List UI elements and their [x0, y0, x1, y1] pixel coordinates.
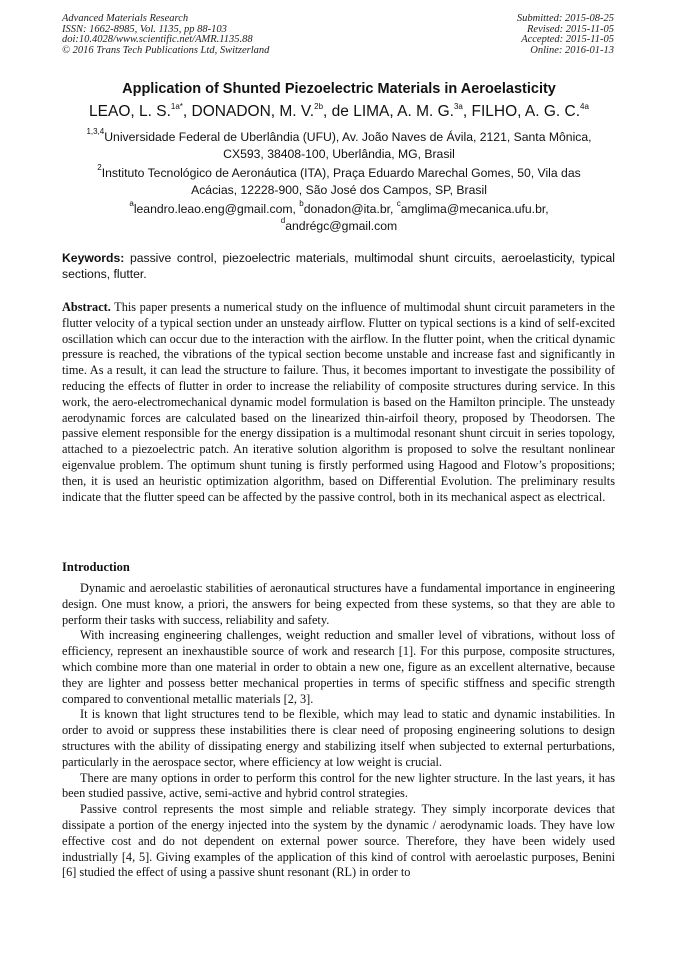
email-mark: d: [280, 215, 286, 225]
paragraph: There are many options in order to perform this control for the new lighter structure. In the last years, it has been studied passive, active, semi-active and hybrid control strategies.: [62, 770, 615, 801]
abstract-label: Abstract.: [62, 300, 111, 314]
author-separator: ,: [182, 103, 192, 120]
accepted-date: Accepted: 2015-11-05: [521, 34, 614, 46]
paragraph: Passive control represents the most simple and reliable strategy. They simply incorporate devices that dissipate a portion of the energy injected into the system by the dynamic / aerodynamic loads. They have low effective cost and do not dependent on external power source. Therefore, they have been widely used industrially [4, 5]. Giving examples of the application of this kind of control with aeroelastic purposes, Benini [6] studied the effect of using a passive shunt resonant (RL) in order to: [62, 802, 615, 880]
affiliation: [80, 165, 598, 198]
affiliation-text: Instituto Tecnológico de Aeronáutica (ITA), Praça Eduardo Marechal Gomes, 50, Vila das Acácias, 12228-900, São José dos Campos, SP, Brasil: [101, 166, 581, 197]
email-mark: b: [299, 199, 304, 208]
affiliation-mark: 1,3,4: [86, 127, 105, 136]
author-separator: ,: [323, 103, 332, 120]
email-address: andrégc@gmail.com: [285, 218, 398, 233]
introduction-body: [62, 581, 615, 881]
journal-info: [62, 14, 269, 56]
submitted-date: Submitted: 2015-08-25: [516, 13, 614, 24]
paragraph: It is known that light structures tend to be flexible, which may lead to static and dynamic instabilities. In order to avoid or suppress these instabilities there is clear need of proposing engineering solutions to design structures with the ability of dissipating energy and stabilizing itself when subjected to external perturbations, particularly in the aerospace sector, where efficiency at low weight is crucial.: [62, 707, 615, 769]
paper-title: Application of Shunted Piezoelectric Materials in Aeroelasticity: [122, 81, 556, 97]
author-name: DONADON, M. V.: [191, 103, 315, 120]
author-list: [0, 103, 678, 121]
abstract-text: This paper presents a numerical study on the influence of multimodal shunt circuit parameters in the flutter velocity of a typical section under an unsteady airflow. Flutter on typical sections is a kind of self-excited oscillation which can occur due to the interaction with the airflow. In the flutter point, when the critical dynamic pressure is reached, the vibrations of the typical section become unstable and increase fast and significantly in time. As a result, it can lead the structure to failure. Thus, it becomes important to investigate the possibility of reducing the effects of flutter in order to increase the reliability of composite structures during service. In this work, the aero-electromechanical dynamic model formulation is based on the Hamilton principle. The unsteady aerodynamic forces are calculated based on the linearized thin-airfoil theory, proposed by Theodorsen. The passive element responsible for the energy dissipation is a multimodal resonant shunt circuit in series topology, attached to a piezoelectric patch. An iterative solution algorithm is proposed to solve the resultant nonlinear eigenvalue problem. The optimum shunt tuning is firstly performed using Hagood and Flotow’s propositions; then, it is used an heuristic optimization algorithm, based on Differential Evolution. The preliminary results indicate that the flutter speed can be affected by the passive control, both in its mechanical aspect as electrical.: [62, 300, 615, 504]
email-address: amglima@mecanica.ufu.br,: [400, 202, 549, 216]
publication-dates: [517, 14, 614, 56]
affiliation-text: Universidade Federal de Uberlândia (UFU), Av. João Naves de Ávila, 2121, Santa Mônica, CX593, 38408-100, Uberlândia, MG, Brasil: [104, 130, 592, 161]
author-affil-mark: 4a: [580, 102, 589, 111]
author-name: FILHO, A. G. C.: [471, 103, 581, 120]
revised-date: Revised: 2015-11-05: [527, 23, 614, 35]
online-date: Online: 2016-01-13: [530, 44, 614, 56]
email-mark: c: [396, 199, 401, 208]
author-affil-mark: 2b: [314, 102, 324, 111]
author-separator: ,: [462, 103, 472, 120]
issn-line: ISSN: 1662-8985, Vol. 1135, pp 88-103: [62, 23, 227, 35]
author-affil-mark: 3a: [453, 102, 463, 111]
email-address: leandro.leao.eng@gmail.com,: [133, 202, 300, 216]
email-address: donadon@ita.br,: [303, 202, 397, 216]
affiliation: [80, 129, 598, 162]
abstract: [62, 300, 615, 505]
keywords: [62, 250, 615, 282]
journal-name: Advanced Materials Research: [62, 13, 189, 24]
keywords-text: passive control, piezoelectric materials, multimodal shunt circuits, aeroelasticity, typical sections, flutter.: [62, 251, 615, 281]
author-affil-mark: 1a*: [170, 102, 183, 111]
paragraph: With increasing engineering challenges, weight reduction and smaller level of vibrations, without loss of efficiency, represent an inexhaustible source of work and research [1]. For this purpose, composite structures, which combine more than one material in order to obtain a new one, figure as an excellent alternative, because they are lighter and possess better mechanical properties in terms of specific stiffness and specific strength compared to conventional metallic materials [2, 3].: [62, 628, 615, 706]
author-name: LEAO, L. S.: [89, 103, 171, 120]
author-emails: [80, 201, 598, 234]
doi-line: doi:10.4028/www.scientific.net/AMR.1135.88: [62, 34, 253, 46]
section-heading: Introduction: [62, 560, 130, 574]
paragraph: Dynamic and aeroelastic stabilities of aeronautical structures have a fundamental importance in engineering design. One must know, a priori, the answers for being expected from these systems, so that they are able to perform their tasks with success, reliability and safety.: [62, 581, 615, 627]
copyright-line: © 2016 Trans Tech Publications Ltd, Switzerland: [62, 44, 270, 56]
keywords-label: Keywords:: [62, 251, 125, 265]
affiliation-mark: 2: [97, 163, 102, 172]
email-mark: a: [129, 199, 134, 208]
author-name: de LIMA, A. M. G.: [331, 103, 454, 120]
